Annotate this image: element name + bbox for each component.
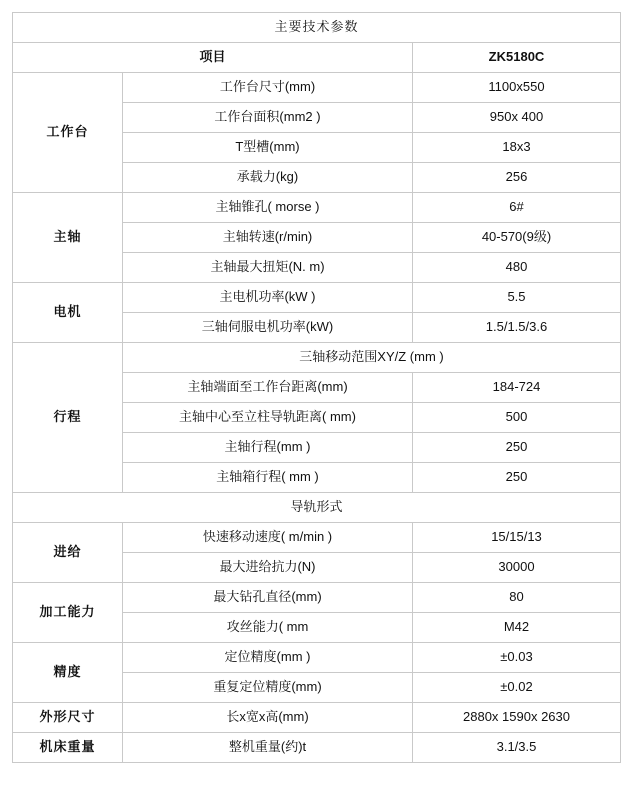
- parameter-value: 250: [413, 433, 621, 463]
- parameter-label: 三轴伺服电机功率(kW): [123, 313, 413, 343]
- parameter-value: 18x3: [413, 133, 621, 163]
- table-row: [13, 193, 621, 223]
- table-body: [13, 13, 621, 763]
- parameter-label: 主轴锥孔( morse ): [123, 193, 413, 223]
- parameter-label: 最大进给抗力(N): [123, 553, 413, 583]
- page-title: 主要技术参数: [13, 13, 621, 43]
- parameter-value: 1.5/1.5/3.6: [413, 313, 621, 343]
- group-label: 工作台: [13, 73, 123, 193]
- parameter-label: 重复定位精度(mm): [123, 673, 413, 703]
- parameter-value: 2880x 1590x 2630: [413, 703, 621, 733]
- table-row: [13, 733, 621, 763]
- table-row: [13, 493, 621, 523]
- parameter-label: 定位精度(mm ): [123, 643, 413, 673]
- parameter-value: 5.5: [413, 283, 621, 313]
- table-row: [13, 643, 621, 673]
- parameter-label: 三轴移动范围XY/Z (mm ): [123, 343, 621, 373]
- group-label: 精度: [13, 643, 123, 703]
- group-label: 机床重量: [13, 733, 123, 763]
- parameter-label: 主轴端面至工作台距离(mm): [123, 373, 413, 403]
- header-model-label: ZK5180C: [413, 43, 621, 73]
- parameter-value: 1100x550: [413, 73, 621, 103]
- parameter-label: 主轴中心至立柱导轨距离( mm): [123, 403, 413, 433]
- parameter-label: 工作台尺寸(mm): [123, 73, 413, 103]
- table-row: [13, 523, 621, 553]
- parameter-value: 40-570(9级): [413, 223, 621, 253]
- group-label: 电机: [13, 283, 123, 343]
- group-label: 主轴: [13, 193, 123, 283]
- parameter-label: 攻丝能力( mm: [123, 613, 413, 643]
- table-row: [13, 343, 621, 373]
- parameter-value: 6#: [413, 193, 621, 223]
- parameter-label: 主电机功率(kW ): [123, 283, 413, 313]
- parameter-label: 主轴行程(mm ): [123, 433, 413, 463]
- parameter-label: 导轨形式: [13, 493, 621, 523]
- parameter-value: 15/15/13: [413, 523, 621, 553]
- parameter-value: 256: [413, 163, 621, 193]
- parameter-value: 950x 400: [413, 103, 621, 133]
- parameter-value: 184-724: [413, 373, 621, 403]
- group-label: 外形尺寸: [13, 703, 123, 733]
- parameter-value: ±0.02: [413, 673, 621, 703]
- specifications-table: [12, 12, 621, 763]
- parameter-value: ±0.03: [413, 643, 621, 673]
- parameter-label: 长x宽x高(mm): [123, 703, 413, 733]
- parameter-value: 80: [413, 583, 621, 613]
- parameter-label: 整机重量(约)t: [123, 733, 413, 763]
- table-row: [13, 583, 621, 613]
- parameter-value: 3.1/3.5: [413, 733, 621, 763]
- parameter-label: 主轴最大扭矩(N. m): [123, 253, 413, 283]
- table-row: [13, 283, 621, 313]
- table-row: [13, 703, 621, 733]
- parameter-label: 承载力(kg): [123, 163, 413, 193]
- group-label: 进给: [13, 523, 123, 583]
- parameter-value: 500: [413, 403, 621, 433]
- parameter-label: T型槽(mm): [123, 133, 413, 163]
- header-item-label: 项目: [13, 43, 413, 73]
- parameter-label: 快速移动速度( m/min ): [123, 523, 413, 553]
- parameter-value: 30000: [413, 553, 621, 583]
- parameter-label: 主轴转速(r/min): [123, 223, 413, 253]
- table-title-row: [13, 13, 621, 43]
- parameter-label: 主轴箱行程( mm ): [123, 463, 413, 493]
- parameter-label: 最大钻孔直径(mm): [123, 583, 413, 613]
- group-label: 加工能力: [13, 583, 123, 643]
- group-label: 行程: [13, 343, 123, 493]
- parameter-value: M42: [413, 613, 621, 643]
- parameter-value: 480: [413, 253, 621, 283]
- parameter-label: 工作台面积(mm2 ): [123, 103, 413, 133]
- parameter-value: 250: [413, 463, 621, 493]
- table-header-row: [13, 43, 621, 73]
- table-row: [13, 73, 621, 103]
